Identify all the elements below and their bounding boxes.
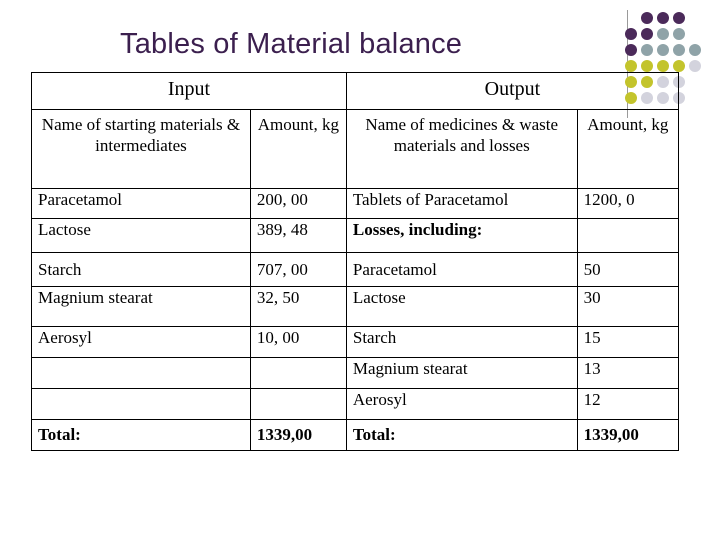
table-cell: 50 <box>577 253 678 287</box>
page-title <box>120 28 462 61</box>
table-cell: 389, 48 <box>250 219 346 253</box>
dot-icon <box>689 60 701 72</box>
dot-icon <box>657 44 669 56</box>
table-cell <box>250 389 346 420</box>
table-cell: Lactose <box>346 287 577 327</box>
output-header: Output <box>346 73 678 110</box>
table-cell: 15 <box>577 327 678 358</box>
dot-icon <box>673 12 685 24</box>
material-balance-table <box>31 72 679 451</box>
table-row <box>32 189 679 219</box>
table-cell <box>32 358 251 389</box>
table-cell: 30 <box>577 287 678 327</box>
table-cell: Aerosyl <box>32 327 251 358</box>
column-header-row <box>32 110 679 189</box>
dot-icon <box>657 60 669 72</box>
output-total-value: 1339,00 <box>577 420 678 451</box>
table-cell: Magnium stearat <box>346 358 577 389</box>
dot-icon <box>641 60 653 72</box>
table-cell <box>577 219 678 253</box>
dot-icon <box>625 28 637 40</box>
table-cell <box>32 389 251 420</box>
table-cell: 707, 00 <box>250 253 346 287</box>
output-total-label: Total: <box>346 420 577 451</box>
table-cell: Aerosyl <box>346 389 577 420</box>
table-cell: 12 <box>577 389 678 420</box>
table-cell: Magnium stearat <box>32 287 251 327</box>
table-cell: 32, 50 <box>250 287 346 327</box>
title-part-1: Tables of <box>120 28 247 60</box>
table-cell: 200, 00 <box>250 189 346 219</box>
table-cell: 13 <box>577 358 678 389</box>
table-cell: Starch <box>346 327 577 358</box>
table-row <box>32 358 679 389</box>
dot-icon <box>641 28 653 40</box>
table-row <box>32 219 679 253</box>
table-cell <box>250 358 346 389</box>
dot-icon <box>689 44 701 56</box>
table-cell: Paracetamol <box>32 189 251 219</box>
input-total-label: Total: <box>32 420 251 451</box>
table-row <box>32 287 679 327</box>
dot-icon <box>641 12 653 24</box>
col-header-input-amount: Amount, kg <box>250 110 346 189</box>
table-cell: Paracetamol <box>346 253 577 287</box>
table-row <box>32 389 679 420</box>
table-cell: Lactose <box>32 219 251 253</box>
table-row <box>32 327 679 358</box>
dot-icon <box>625 60 637 72</box>
dot-icon <box>673 60 685 72</box>
input-total-value: 1339,00 <box>250 420 346 451</box>
col-header-output-amount: Amount, kg <box>577 110 678 189</box>
total-row <box>32 420 679 451</box>
table-cell: 10, 00 <box>250 327 346 358</box>
dot-icon <box>657 28 669 40</box>
dot-icon <box>641 44 653 56</box>
col-header-medicines-waste: Name of medicines & waste materials and losses <box>346 110 577 189</box>
dot-icon <box>657 12 669 24</box>
table-cell: Starch <box>32 253 251 287</box>
group-header-row <box>32 73 679 110</box>
dot-icon <box>673 44 685 56</box>
dot-icon <box>673 28 685 40</box>
table-row <box>32 253 679 287</box>
table-cell: Losses, including: <box>346 219 577 253</box>
col-header-starting-materials: Name of starting materials & intermediates <box>32 110 251 189</box>
input-header: Input <box>32 73 347 110</box>
title-part-2: Material balance <box>246 28 463 60</box>
dot-icon <box>625 44 637 56</box>
table-cell: Tablets of Paracetamol <box>346 189 577 219</box>
table-cell: 1200, 0 <box>577 189 678 219</box>
